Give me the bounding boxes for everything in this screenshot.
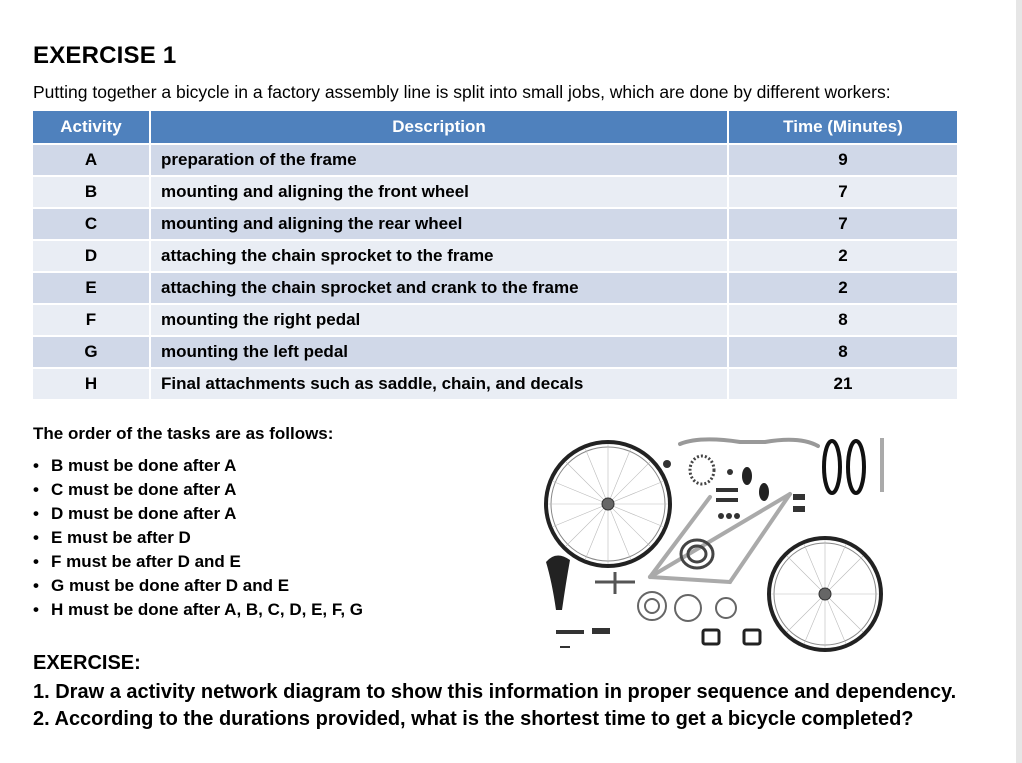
description-cell: attaching the chain sprocket and crank to the frame (150, 272, 728, 304)
table-row (32, 368, 958, 400)
rule-text: C must be done after A (51, 480, 237, 499)
list-item (33, 454, 363, 478)
activity-cell: C (32, 208, 150, 240)
crank-icon (595, 572, 635, 594)
table-row (32, 304, 958, 336)
time-cell: 8 (728, 304, 958, 336)
list-item (33, 574, 363, 598)
bullet-icon: • (33, 528, 39, 547)
table-row (32, 176, 958, 208)
bullet-icon: • (33, 480, 39, 499)
rear-wheel-icon (769, 538, 881, 650)
list-item (33, 478, 363, 502)
activity-cell: A (32, 144, 150, 176)
rule-text: H must be done after A, B, C, D, E, F, G (51, 600, 364, 619)
rule-text: E must be after D (51, 528, 191, 547)
grips-icon (742, 467, 769, 501)
header-activity: Activity (32, 110, 150, 144)
description-cell: preparation of the frame (150, 144, 728, 176)
time-cell: 7 (728, 208, 958, 240)
page-edge (1016, 0, 1022, 763)
list-item (33, 502, 363, 526)
order-heading: The order of the tasks are as follows: (33, 424, 334, 443)
list-item (33, 598, 363, 622)
activity-cell: B (32, 176, 150, 208)
handlebar-icon (680, 439, 818, 446)
activity-cell: G (32, 336, 150, 368)
tire-icon (824, 441, 864, 493)
bullet-icon: • (33, 600, 39, 619)
activity-cell: E (32, 272, 150, 304)
description-cell: mounting the left pedal (150, 336, 728, 368)
header-description: Description (150, 110, 728, 144)
time-cell: 7 (728, 176, 958, 208)
bicycle-parts-photo (540, 432, 890, 652)
time-cell: 2 (728, 272, 958, 304)
intro-text: Putting together a bicycle in a factory assembly line is split into small jobs, which are done by different workers: (33, 82, 891, 102)
pedal-icon (703, 630, 760, 644)
activity-table (31, 109, 959, 401)
dependency-list (33, 454, 363, 622)
rule-text: F must be after D and E (51, 552, 241, 571)
exercise-heading: EXERCISE: (33, 652, 141, 674)
time-cell: 9 (728, 144, 958, 176)
table-row (32, 144, 958, 176)
table-row (32, 208, 958, 240)
table-row (32, 240, 958, 272)
table-row (32, 336, 958, 368)
bullet-icon: • (33, 576, 39, 595)
bullet-icon: • (33, 456, 39, 475)
description-cell: mounting the right pedal (150, 304, 728, 336)
front-wheel-icon (546, 442, 670, 566)
rule-text: B must be done after A (51, 456, 237, 475)
question-2: 2. According to the durations provided, what is the shortest time to get a bicycle completed? (33, 708, 914, 730)
question-1: 1. Draw a activity network diagram to show this information in proper sequence and dependency. (33, 681, 957, 703)
list-item (33, 526, 363, 550)
activity-cell: F (32, 304, 150, 336)
time-cell: 2 (728, 240, 958, 272)
time-cell: 21 (728, 368, 958, 400)
description-cell: mounting and aligning the front wheel (150, 176, 728, 208)
sprocket-icon (638, 592, 736, 621)
list-item (33, 550, 363, 574)
table-header-row (32, 110, 958, 144)
bullet-icon: • (33, 504, 39, 523)
rule-text: D must be done after A (51, 504, 237, 523)
description-cell: mounting and aligning the rear wheel (150, 208, 728, 240)
saddle-icon (546, 555, 570, 610)
header-time: Time (Minutes) (728, 110, 958, 144)
activity-cell: D (32, 240, 150, 272)
activity-cell: H (32, 368, 150, 400)
time-cell: 8 (728, 336, 958, 368)
page-title: EXERCISE 1 (33, 42, 177, 69)
description-cell: Final attachments such as saddle, chain, and decals (150, 368, 728, 400)
rule-text: G must be done after D and E (51, 576, 290, 595)
bullet-icon: • (33, 552, 39, 571)
table-row (32, 272, 958, 304)
description-cell: attaching the chain sprocket to the frame (150, 240, 728, 272)
